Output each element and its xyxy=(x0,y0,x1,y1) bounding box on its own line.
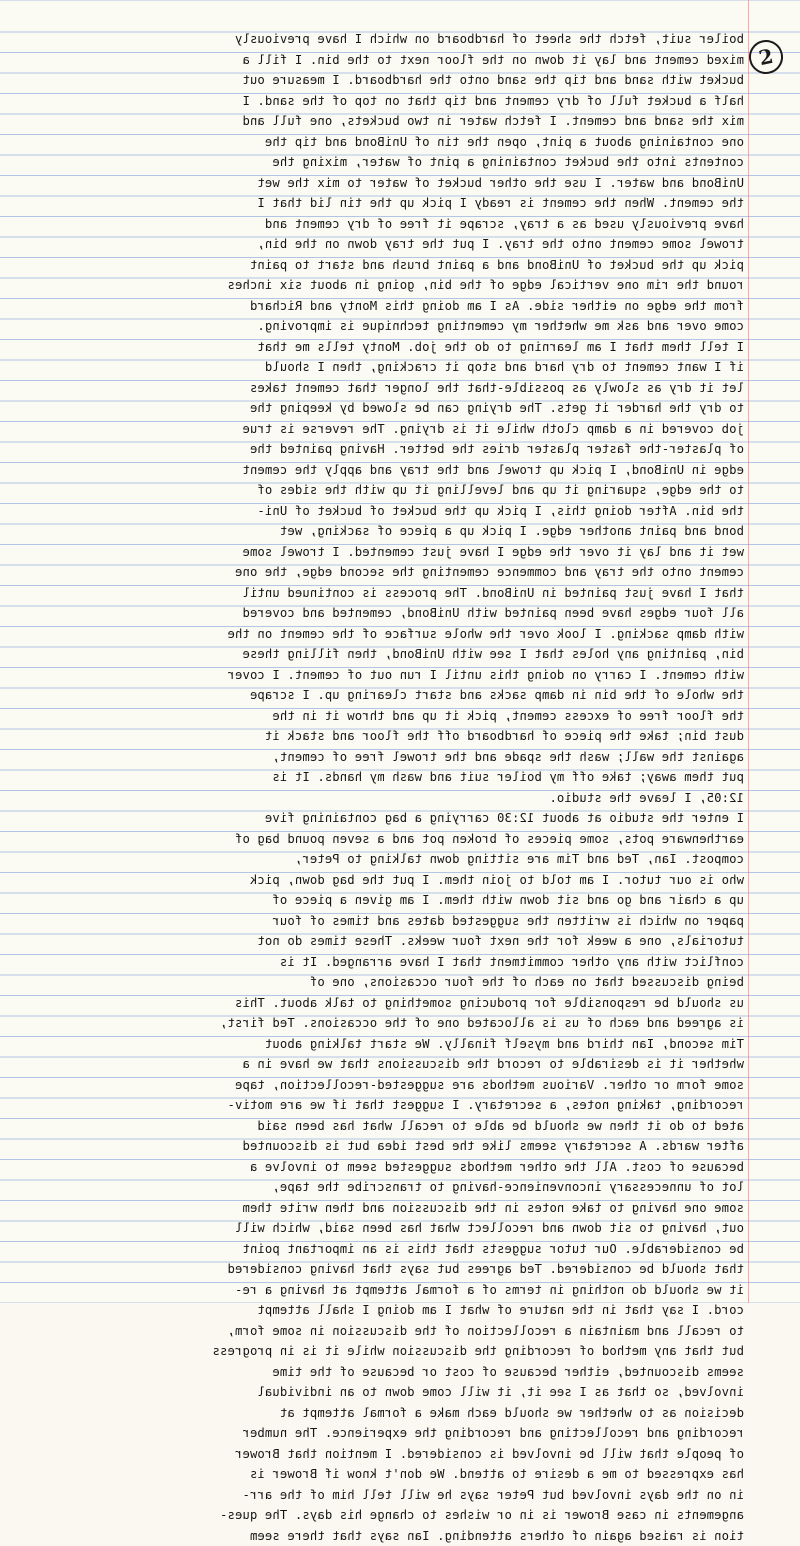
typed-line: seems discounted, either because of cost or because of the time xyxy=(4,1362,744,1383)
typed-line: if I want cement to dry hard and stop it cracking, then I should xyxy=(4,357,744,378)
typed-line: of people that will be involved is considered. I mention that Brower xyxy=(4,1444,744,1465)
typed-line: I tell them that I am learning to do the job. Monty tells me that xyxy=(4,337,744,358)
typed-line: let it dry as slowly as possible-that the longer that cement takes xyxy=(4,378,744,399)
typed-line: bin, painting any holes that I see with UniBond, then filling these xyxy=(4,644,744,665)
typed-line: dust bin; take the piece of hardboard off the floor and stack it xyxy=(4,726,744,747)
typed-line: wet it and lay it over the edge I have just cemented. I trowel some xyxy=(4,542,744,563)
typed-line: the cement. When the cement is ready I pick up the tin lid that I xyxy=(4,193,744,214)
typed-line: in on the days involved but Peter says he will tell him of the arr- xyxy=(4,1485,744,1506)
typed-line: tion is raised again of others attending. Ian says that there seem xyxy=(4,1526,744,1546)
typed-line: decision as to whether we should each make a formal attempt at xyxy=(4,1403,744,1424)
typed-line: put them away; take off my boiler suit and wash my hands. It is xyxy=(4,767,744,788)
typed-line: the bin. After doing this, I pick up the bucket of bucket of Uni- xyxy=(4,501,744,522)
typed-line: up a chair and go and sit down with them. I am given a piece of xyxy=(4,890,744,911)
typed-line: some form or other. Various methods are suggested-recollection, tape xyxy=(4,1075,744,1096)
typed-line: recording and recollecting and recording the experience. The number xyxy=(4,1423,744,1444)
typed-line: mixed cement and lay it down on the floor next to the bin. I fill a xyxy=(4,50,744,71)
typed-line: contents into the bucket containing a pint of water, mixing the xyxy=(4,152,744,173)
typed-line: lot of unnecessary inconvenience-having to transcribe the tape, xyxy=(4,1177,744,1198)
typed-line: but that any method of recording the discussion while it is in progress xyxy=(4,1341,744,1362)
typed-line: out, having to sit down and recollect what has been said, which will xyxy=(4,1218,744,1239)
typed-line: it we should do nothing in terms of a formal attempt at having a re- xyxy=(4,1280,744,1301)
typed-line: cord. I say that in the nature of what I am doing I shall attempt xyxy=(4,1300,744,1321)
typed-line: all four edges have been painted with UniBond, cemented and covered xyxy=(4,603,744,624)
typed-line: the whole of the bin in damp sacks and start clearing up. I scrape xyxy=(4,685,744,706)
margin-rule xyxy=(748,0,749,1303)
circled-page-number: 2 xyxy=(746,37,786,77)
typed-line: paper on which is written the suggested dates and times of four xyxy=(4,911,744,932)
typed-line: one containing about a pint, open the tin of UniBond and tip the xyxy=(4,132,744,153)
typed-line: against the wall; wash the spade and the trowel free of cement, xyxy=(4,747,744,768)
typed-line: tutorials, one a week for the next four weeks. These times do not xyxy=(4,931,744,952)
typed-line: boiler suit, fetch the sheet of hardboard on which I have previously xyxy=(4,29,744,50)
typed-line: job covered in a damp cloth while it is drying. The reverse is true xyxy=(4,419,744,440)
typed-line: I enter the studio at about 12:30 carrying a bag containing five xyxy=(4,808,744,829)
typed-line: come over and ask me whether my cementing technique is improving. xyxy=(4,316,744,337)
typed-line: that I have just painted in UniBond. The process is continued until xyxy=(4,583,744,604)
typed-line: after wards. A secretary seems like the best idea but is discounted xyxy=(4,1136,744,1157)
typed-line: compost. Ian, Ted and Tim are sitting down talking to Peter, xyxy=(4,849,744,870)
typed-line: angements in case Brower is in or wishes to change his days. The ques- xyxy=(4,1505,744,1526)
typed-line: involved, so that as I see it, it will come down to an individual xyxy=(4,1382,744,1403)
typed-line: have previously used as a tray, scrape it free of dry cement and xyxy=(4,214,744,235)
typed-line: cement onto the tray and commence cementing the second edge, the one xyxy=(4,562,744,583)
typed-line: who is our tutor. I am told to join them. I put the bag down, pick xyxy=(4,870,744,891)
typed-line: bucket with sand and tip the sand onto the hardboard. I measure out xyxy=(4,70,744,91)
typed-line: is agreed and each of us is allocated one of the occasions. Ted first, xyxy=(4,1013,744,1034)
typed-line: edge in UniBond, I pick up trowel and the tray and apply the cement xyxy=(4,460,744,481)
typed-line: us should be responsible for producing something to talk about. This xyxy=(4,993,744,1014)
typed-line: to dry the harder it gets. The drying can be slowed by keeping the xyxy=(4,398,744,419)
typed-line: pick up the bucket of UniBond and a paint brush and start to paint xyxy=(4,255,744,276)
typed-line: bond and paint another edge. I pick up a piece of sacking, wet xyxy=(4,521,744,542)
typed-line: mix the sand and cement. I fetch water in two buckets, one full and xyxy=(4,111,744,132)
typed-line: being discussed that on each of the four occasions, one of xyxy=(4,972,744,993)
typed-line: earthenware pots, some pieces of broken pot and a seven pound bag of xyxy=(4,829,744,850)
typed-line: UniBond and water. I use the other bucket of water to mix the wet xyxy=(4,173,744,194)
typed-line: to recall and maintain a recollection of the discussion in some form, xyxy=(4,1321,744,1342)
typed-line: conflict with any other commitment that I have arranged. It is xyxy=(4,952,744,973)
typed-line: with damp sacking. I look over the whole surface of the cement on the xyxy=(4,624,744,645)
typed-line: be considerable. Our tutor suggests that this is an important point xyxy=(4,1239,744,1260)
typed-line: of plaster-the faster plaster dries the better. Having painted the xyxy=(4,439,744,460)
typed-line: ated to do it then we should be able to recall what has been said xyxy=(4,1116,744,1137)
typed-line: recording, taking notes, a secretary. I suggest that if we are motiv- xyxy=(4,1095,744,1116)
typed-line: trowel some cement onto the tray. I put the tray down on the bin, xyxy=(4,234,744,255)
typed-line: the floor free of excess cement, pick it up and throw it in the xyxy=(4,706,744,727)
typed-line: to the edge, squaring it up and levelling it up with the sides of xyxy=(4,480,744,501)
typewritten-text-block xyxy=(4,29,744,1546)
typed-line: Tim second, Ian third and myself finally. We start talking about xyxy=(4,1034,744,1055)
typed-line: that should be considered. Ted agrees but says that having considered xyxy=(4,1259,744,1280)
typed-line: whether it is desirable to record the discussions that we have in a xyxy=(4,1054,744,1075)
typed-line: half a bucket full of dry cement and tip that on top of the sand. I xyxy=(4,91,744,112)
typed-line: from the edge on either side. As I am doing this Monty and Richard xyxy=(4,296,744,317)
typed-line: because of cost. All the other methods suggested seem to involve a xyxy=(4,1157,744,1178)
typed-line: with cement. I carry on doing this until I run out of cement. I cover xyxy=(4,665,744,686)
typed-line: 12:05, I leave the studio. xyxy=(4,788,744,809)
typed-line: some one having to take notes in the discussion and then write them xyxy=(4,1198,744,1219)
typed-line: has expressed to me a desire to attend. We don't know if Brower is xyxy=(4,1464,744,1485)
typed-line: round the rim one vertical edge of the bin, going in about six inches xyxy=(4,275,744,296)
